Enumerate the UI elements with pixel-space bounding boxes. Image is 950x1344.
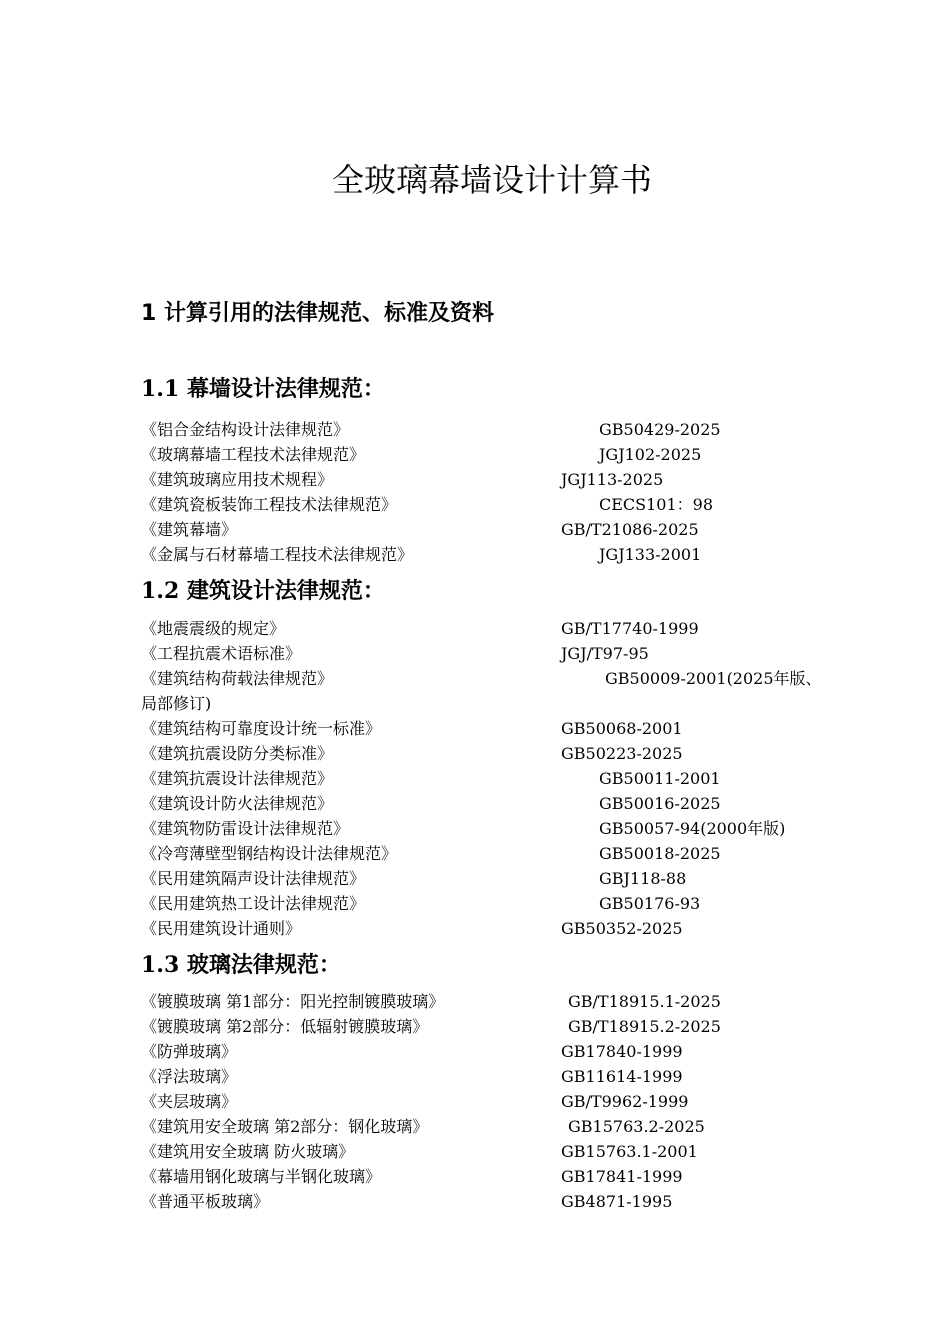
list-item: 《铝合金结构设计法律规范》 GB50429-2025 <box>141 420 721 439</box>
list-item: 《冷弯薄壁型钢结构设计法律规范》 GB50018-2025 <box>141 844 721 863</box>
list-item: 《镀膜玻璃 第2部分：低辐射镀膜玻璃》 GB/T18915.2-2025 <box>141 1017 721 1036</box>
list-item: 《建筑用安全玻璃 防火玻璃》 GB15763.1-2001 <box>141 1142 698 1161</box>
list-item: 《建筑抗震设计法律规范》 GB50011-2001 <box>141 769 721 788</box>
section-heading-1: 1 计算引用的法律规范、标准及资料 <box>141 301 494 326</box>
list-item: 《镀膜玻璃 第1部分：阳光控制镀膜玻璃》 GB/T18915.1-2025 <box>141 992 721 1011</box>
list-item: 《建筑设计防火法律规范》 GB50016-2025 <box>141 794 721 813</box>
list-item: 《建筑结构可靠度设计统一标准》 GB50068-2001 <box>141 719 683 738</box>
standards-list-1-3 <box>141 989 841 1214</box>
list-item: 《民用建筑隔声设计法律规范》 GBJ118-88 <box>141 869 687 888</box>
list-item: 《建筑用安全玻璃 第2部分：钢化玻璃》 GB15763.2-2025 <box>141 1117 705 1136</box>
list-item: 《玻璃幕墙工程技术法律规范》 JGJ102-2025 <box>141 445 702 464</box>
list-item: 《建筑幕墙》 GB/T21086-2025 <box>141 520 699 539</box>
list-item: 《地震震级的规定》 GB/T17740-1999 <box>141 619 699 638</box>
subsection-heading-1-1: 1.1 幕墙设计法律规范： <box>141 376 385 402</box>
list-item: 《民用建筑热工设计法律规范》 GB50176-93 <box>141 894 701 913</box>
list-item: 《金属与石材幕墙工程技术法律规范》 JGJ133-2001 <box>141 545 702 564</box>
list-item: 《建筑玻璃应用技术规程》 JGJ113-2025 <box>141 470 664 489</box>
list-item: 《浮法玻璃》 GB11614-1999 <box>141 1067 683 1086</box>
list-item: 《防弹玻璃》 GB17840-1999 <box>141 1042 683 1061</box>
subsection-heading-1-2: 1.2 建筑设计法律规范： <box>141 578 385 604</box>
standards-list-1-2 <box>141 616 841 941</box>
standards-list-1-1 <box>141 417 841 567</box>
list-item: 《建筑瓷板装饰工程技术法律规范》 CECS101：98 <box>141 495 714 514</box>
subsection-heading-1-3: 1.3 玻璃法律规范： <box>141 952 341 978</box>
list-item: 《普通平板玻璃》 GB4871-1995 <box>141 1192 673 1211</box>
list-item: 《民用建筑设计通则》 GB50352-2025 <box>141 919 683 938</box>
list-item: 《建筑抗震设防分类标准》 GB50223-2025 <box>141 744 683 763</box>
list-item: 《幕墙用钢化玻璃与半钢化玻璃》 GB17841-1999 <box>141 1167 683 1186</box>
list-item: 《建筑物防雷设计法律规范》 GB50057-94(2000年版) <box>141 819 786 838</box>
list-item: 《夹层玻璃》 GB/T9962-1999 <box>141 1092 689 1111</box>
list-item: 《建筑结构荷载法律规范》 GB50009-2001(2025年版、 局部修订) <box>141 669 822 713</box>
list-item: 《工程抗震术语标准》 JGJ/T97-95 <box>141 644 649 663</box>
document-title: 全玻璃幕墙设计计算书 <box>331 161 652 199</box>
